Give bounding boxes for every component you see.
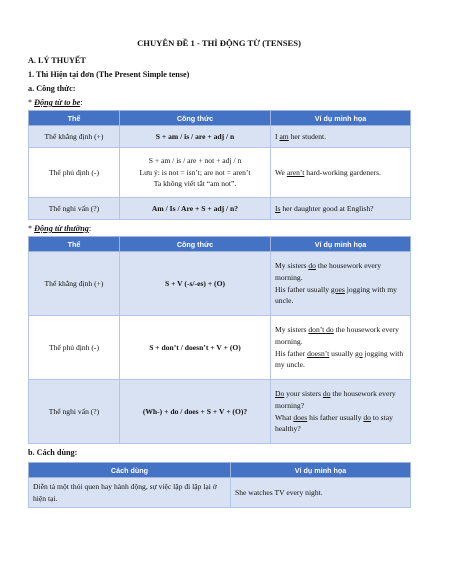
formula-cell: S + don’t / doesn’t + V + (O) xyxy=(120,316,271,380)
header-formula: Công thức xyxy=(120,237,271,252)
example-text: My sisters xyxy=(275,324,309,334)
example-text: We xyxy=(275,167,287,177)
header-formula: Công thức xyxy=(120,111,271,126)
colon: : xyxy=(88,224,92,233)
example-underlined: Do xyxy=(275,388,285,398)
example-text: jogging with my uncle. xyxy=(275,348,404,370)
form-cell: Thể khẳng định (+) xyxy=(29,126,120,148)
example-text: her student. xyxy=(288,131,327,141)
example-underlined: Is xyxy=(275,203,281,213)
bullet-star: * xyxy=(28,98,35,107)
example-text: His father usually xyxy=(275,284,331,294)
usage-table xyxy=(28,462,411,508)
example-text: the housework every morning? xyxy=(275,388,396,410)
example-text: your sisters xyxy=(284,388,323,398)
formula-cell: S + am / is / are + adj / n xyxy=(120,126,271,148)
example-line xyxy=(275,324,406,348)
example-text: His father xyxy=(275,348,308,358)
header-example: Ví dụ minh họa xyxy=(231,463,411,478)
page-title: CHUYÊN ĐỀ 1 - THÌ ĐỘNG TỪ (TENSES) xyxy=(137,38,301,48)
example-underlined: doesn’t xyxy=(307,348,330,358)
example-cell: She watches TV every night. xyxy=(231,478,411,508)
normal-verb-title: Động từ thường xyxy=(34,224,89,233)
example-cell xyxy=(271,198,411,220)
document-page xyxy=(28,38,410,508)
header-form: Thể xyxy=(29,111,120,126)
formula-cell: Am / Is / Are + S + adj / n? xyxy=(120,198,271,220)
section-1-heading: 1. Thì Hiện tại đơn (The Present Simple tense) xyxy=(28,70,190,79)
table-header-row xyxy=(29,463,411,478)
bullet-star: * xyxy=(28,224,35,233)
example-text: to stay healthy? xyxy=(275,412,393,434)
header-example: Ví dụ minh họa xyxy=(271,111,411,126)
colon: : xyxy=(80,98,83,107)
example-underlined: does xyxy=(293,412,308,422)
table-header-row xyxy=(29,111,411,126)
example-underlined: do xyxy=(308,260,316,270)
usage-cell: Diễn tả một thói quen hay hành động, sự việc lặp đi lặp lại ở hiện tại. xyxy=(29,478,231,508)
example-underlined: don’t do xyxy=(308,324,334,334)
example-underlined: do xyxy=(363,412,371,422)
example-text: usually xyxy=(329,348,356,358)
section-a-heading: A. LÝ THUYẾT xyxy=(28,56,86,65)
example-underlined: go xyxy=(355,348,363,358)
form-cell: Thể nghi vấn (?) xyxy=(29,380,120,444)
formula-cell xyxy=(120,148,271,198)
tobe-table xyxy=(28,110,411,220)
example-text: the housework every morning. xyxy=(275,324,399,346)
formula-cell: S + V (-s/-es) + (O) xyxy=(120,252,271,316)
tobe-subheading xyxy=(28,98,410,107)
example-text: his father usually xyxy=(307,412,364,422)
table-row xyxy=(29,316,411,380)
form-cell: Thể nghi vấn (?) xyxy=(29,198,120,220)
example-cell xyxy=(271,126,411,148)
example-cell xyxy=(271,148,411,198)
header-usage: Cách dùng xyxy=(29,463,231,478)
example-text: the housework every morning. xyxy=(275,260,382,282)
formula-cell: (Wh-) + do / does + S + V + (O)? xyxy=(120,380,271,444)
table-row xyxy=(29,252,411,316)
formula-note: Ta không viết tắt “am not”. xyxy=(153,179,237,189)
example-line xyxy=(275,348,406,372)
form-cell: Thể phủ định (-) xyxy=(29,316,120,380)
table-row xyxy=(29,380,411,444)
example-cell xyxy=(271,380,411,444)
example-text: jogging with my uncle. xyxy=(275,284,397,306)
example-underlined: am xyxy=(279,131,289,141)
table-header-row xyxy=(29,237,411,252)
example-text: What xyxy=(275,412,294,422)
normal-verb-subheading xyxy=(28,224,410,233)
table-row xyxy=(29,478,411,508)
example-text: My sisters xyxy=(275,260,309,270)
formula-heading: a. Công thức: xyxy=(28,84,76,93)
example-underlined: goes xyxy=(330,284,345,294)
example-line xyxy=(275,260,406,284)
table-row xyxy=(29,148,411,198)
example-underlined: aren’t xyxy=(286,167,305,177)
form-cell: Thể khẳng định (+) xyxy=(29,252,120,316)
example-line xyxy=(275,284,406,308)
example-text: I xyxy=(275,131,280,141)
example-cell xyxy=(271,252,411,316)
example-line xyxy=(275,388,406,412)
usage-heading: b. Cách dùng: xyxy=(28,448,78,457)
header-example: Ví dụ minh họa xyxy=(271,237,411,252)
formula-note: Lưu ý: is not = isn’t; are not = aren’t xyxy=(139,167,251,177)
header-form: Thể xyxy=(29,237,120,252)
form-cell: Thể phủ định (-) xyxy=(29,148,120,198)
normal-verb-table xyxy=(28,236,411,444)
example-underlined: do xyxy=(322,388,331,398)
example-cell xyxy=(271,316,411,380)
example-text: her daughter good at English? xyxy=(280,203,374,213)
formula-text: S + am / is / are + not + adj / n xyxy=(148,155,242,165)
example-line xyxy=(275,412,406,436)
example-text: hard-working gardeners. xyxy=(304,167,381,177)
table-row xyxy=(29,126,411,148)
tobe-title: Động từ to be xyxy=(34,98,81,107)
table-row xyxy=(29,198,411,220)
